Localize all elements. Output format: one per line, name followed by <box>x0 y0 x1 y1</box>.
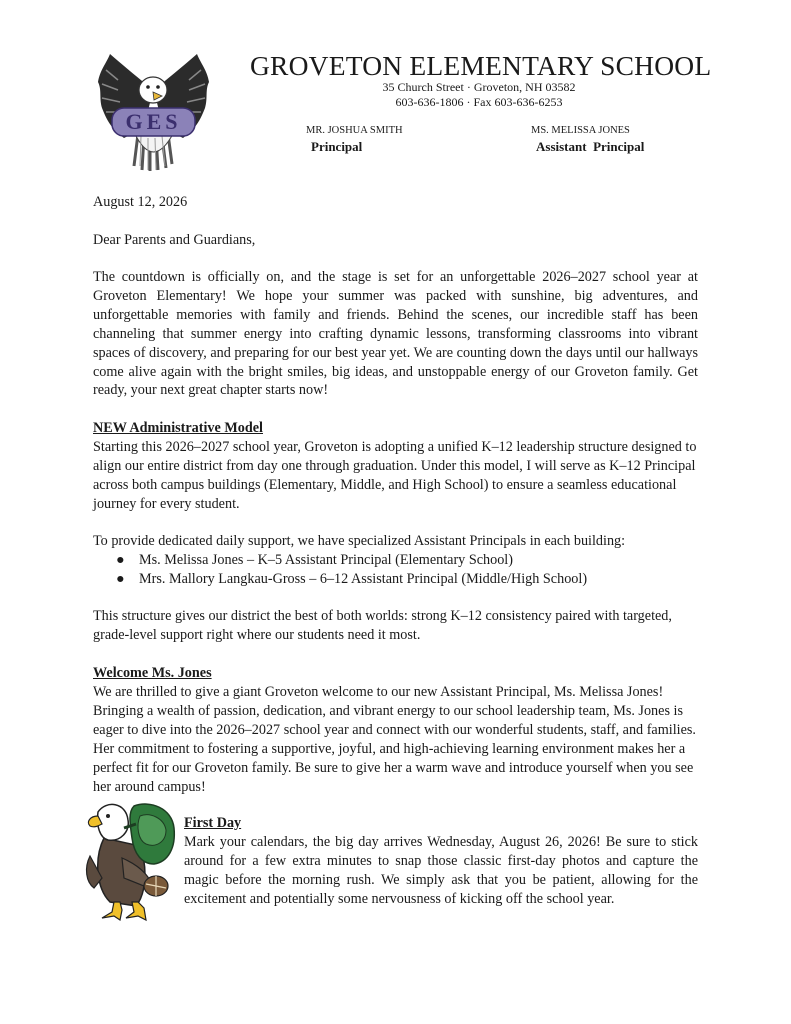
list-item: ● Mrs. Mallory Langkau-Gross – 6–12 Assistant Principal (Middle/High School) <box>116 570 588 587</box>
admin-paragraph-3: This structure gives our district the best of both worlds: strong K–12 consistency paired with targeted, grade-level support right where our students need it most. <box>93 608 672 643</box>
admin-paragraph-2: To provide dedicated daily support, we have specialized Assistant Principals in each building: <box>93 533 626 549</box>
salutation: Dear Parents and Guardians, <box>93 232 256 248</box>
list-item-text: Mrs. Mallory Langkau-Gross – 6–12 Assistant Principal (Middle/High School) <box>139 570 588 587</box>
staff-assistant-principal <box>531 125 644 155</box>
staff-title: Assistant Principal <box>536 139 645 154</box>
letter-date: August 12, 2026 <box>93 194 188 210</box>
staff-principal <box>306 125 403 155</box>
welcome-paragraph: We are thrilled to give a giant Groveton welcome to our new Assistant Principal, Ms. Melissa Jones! Bringing a wealth of passion, dedication, and vibrant energy to our school leadership team, Ms. Jones is eager to dive into the 2026–2027 school year and connect with our wonderful students, staff, and families. Her commitment to fostering a supportive, joyful, and high-achieving learning environment makes her a perfect fit for our Groveton family. Be sure to give her a warm wave and introduce yourself when you see her around campus! <box>93 684 696 795</box>
school-phone: 603-636-1806 · Fax 603-636-6253 <box>395 95 563 109</box>
eagle-backpack-mascot-icon <box>84 798 180 923</box>
school-address: 35 Church Street · Groveton, NH 03582 <box>382 80 576 94</box>
first-day-heading: First Day <box>184 815 242 831</box>
staff-name: MR. JOSHUA SMITH <box>306 125 403 136</box>
list-item-text: Ms. Melissa Jones – K–5 Assistant Principal (Elementary School) <box>139 552 513 568</box>
school-name: GROVETON ELEMENTARY SCHOOL <box>250 50 712 81</box>
school-logo <box>96 50 211 172</box>
admin-heading: NEW Administrative Model <box>93 420 263 436</box>
logo-text: GES <box>125 109 182 134</box>
assistant-principal-list <box>116 551 716 589</box>
staff-title: Principal <box>311 139 363 154</box>
intro-paragraph: The countdown is officially on, and the stage is set for an unforgettable 2026–2027 school year at Groveton Elementary! We hope your summer was packed with sunshine, big adventures, and unforgettable memories with family and friends. Behind the scenes, our incredible staff has been channeling that summer energy into crafting dynamic lessons, transforming classrooms into vibrant spaces of discovery, and preparing for our best year yet. We are counting down the days until our hallways come alive again with the bright smiles, big ideas, and unstoppable energy of our Groveton family. Get ready, your next great chapter starts now! <box>93 269 698 399</box>
mascot-image <box>84 798 180 923</box>
first-day-paragraph: Mark your calendars, the big day arrives Wednesday, August 26, 2026! Be sure to stick around for a few extra minutes to snap those classic first-day photos and capture the magic before the morning rush. We simply ask that you be patient, allowing for the excitement and potentially some nervousness of kicking off the school year. <box>184 834 698 907</box>
list-item: ● Ms. Melissa Jones – K–5 Assistant Principal (Elementary School) <box>116 552 513 568</box>
staff-name: MS. MELISSA JONES <box>531 125 630 136</box>
welcome-heading: Welcome Ms. Jones <box>93 665 212 681</box>
admin-paragraph-1: Starting this 2026–2027 school year, Groveton is adopting a unified K–12 leadership structure designed to align our entire district from day one through graduation. Under this model, I will serve as K–12 Principal across both campus buildings (Elementary, Middle, and High School) to ensure a seamless educational journey for every student. <box>93 439 697 512</box>
